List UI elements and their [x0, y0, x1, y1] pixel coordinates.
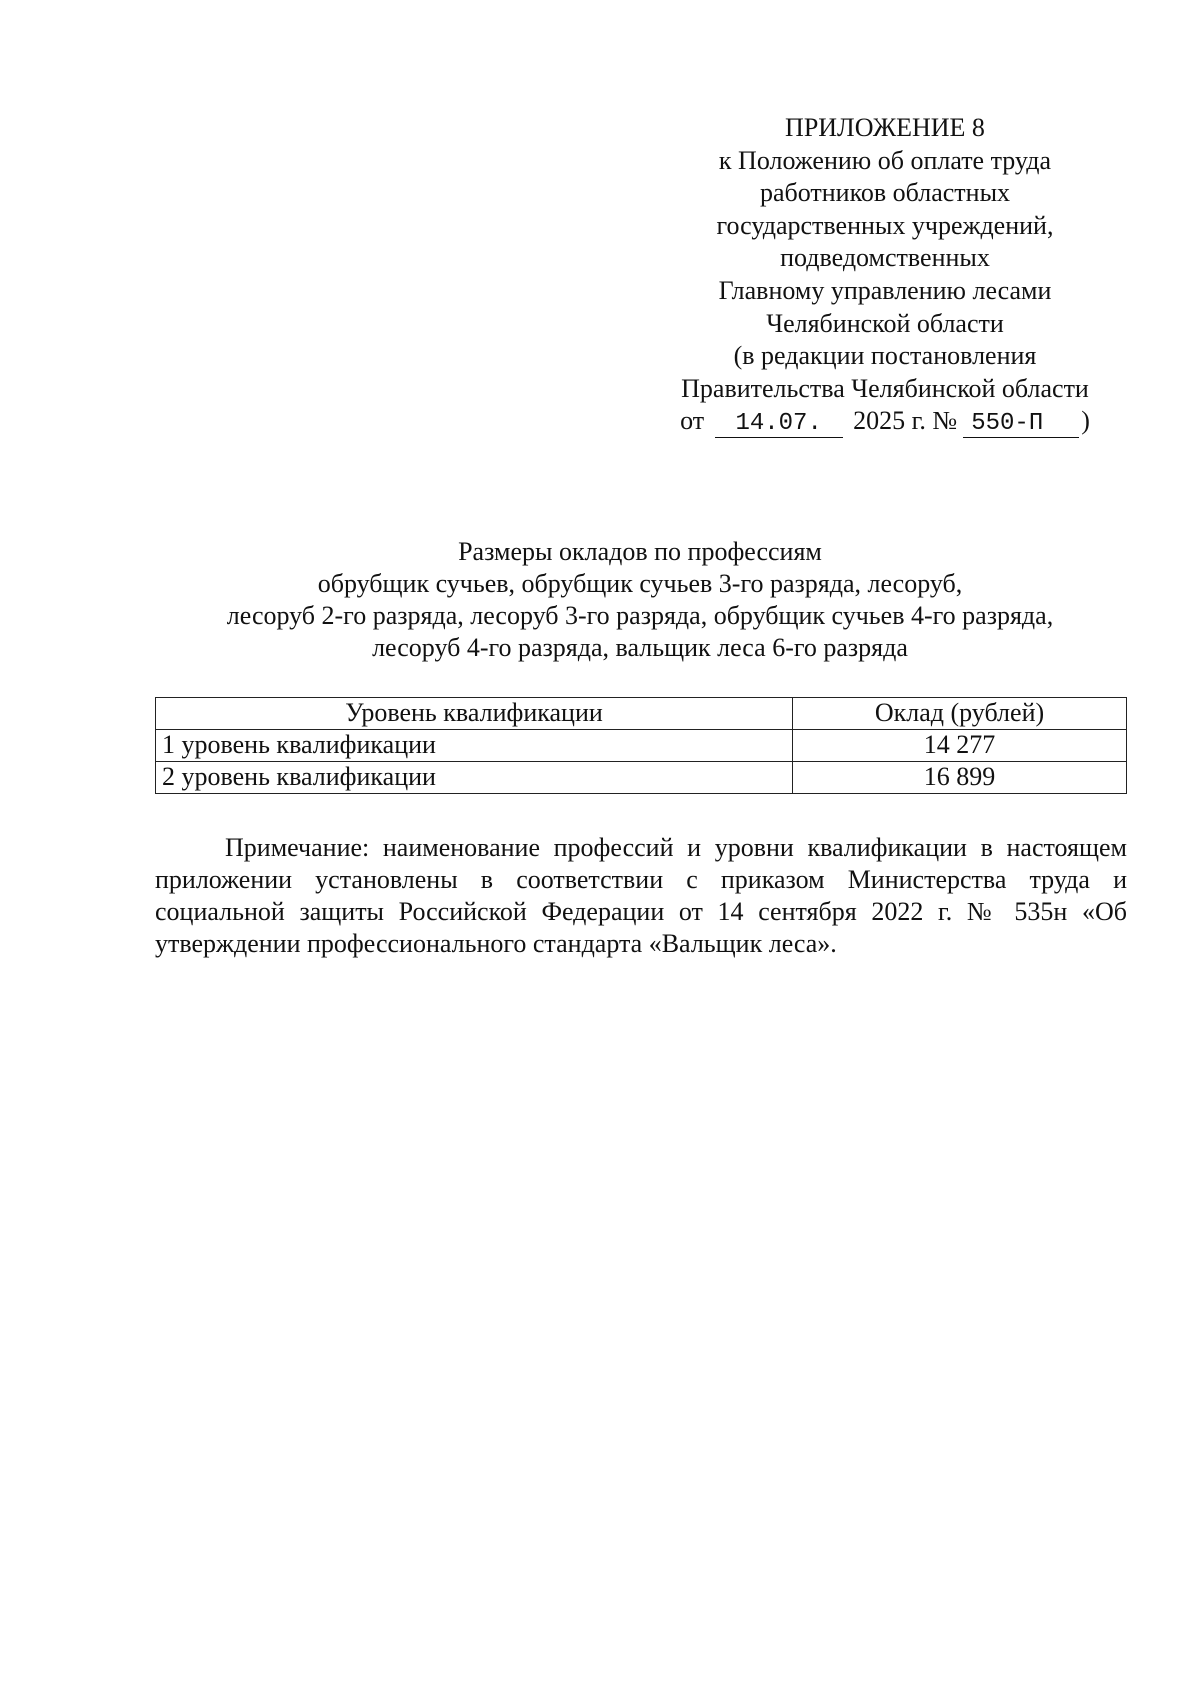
- appendix-line: работников областных: [759, 178, 1011, 208]
- title-line: Размеры окладов по профессиям: [458, 537, 822, 566]
- appendix-line: государственных учреждений,: [716, 210, 1054, 240]
- qualification-level-cell: 2 уровень квалификации: [156, 762, 793, 794]
- header-qualification-level: Уровень квалификации: [156, 698, 793, 730]
- salary-cell: 14 277: [793, 730, 1127, 762]
- document-title: [150, 536, 1130, 664]
- appendix-line: Правительства Челябинской области: [681, 373, 1089, 403]
- salary-cell: 16 899: [793, 762, 1127, 794]
- note-paragraph: Примечание: наименование профессий и уровни квалификации в настоящем приложении установлены в соответствии с приказом Министерства труда и социальной защиты Российской Федерации от 14 сентября 2022 г. № 535н «Об утверждении профессионального стандарта «Вальщик леса».: [155, 833, 1127, 958]
- year-text: 2025 г. №: [853, 406, 958, 436]
- table-header-row: [156, 698, 1127, 730]
- resolution-date-line: [650, 405, 1120, 438]
- appendix-line: подведомственных: [780, 243, 990, 273]
- date-prefix: от: [680, 406, 705, 436]
- title-line: обрубщик сучьев, обрубщик сучьев 3-го разряда, лесоруб,: [317, 569, 963, 598]
- resolution-number: 550-П: [963, 411, 1079, 438]
- appendix-line: к Положению об оплате труда: [718, 145, 1052, 175]
- appendix-line: Главному управлению лесами: [718, 275, 1052, 305]
- salary-table: [155, 697, 1127, 794]
- appendix-line: (в редакции постановления: [733, 341, 1037, 371]
- title-line: лесоруб 2-го разряда, лесоруб 3-го разряда, обрубщик сучьев 4-го разряда,: [226, 601, 1054, 630]
- date-value: 14.07.: [715, 411, 843, 438]
- title-line: лесоруб 4-го разряда, вальщик леса 6-го разряда: [372, 633, 908, 662]
- appendix-line: ПРИЛОЖЕНИЕ 8: [785, 113, 985, 142]
- header-salary: Оклад (рублей): [793, 698, 1127, 730]
- qualification-level-cell: 1 уровень квалификации: [156, 730, 793, 762]
- closing-paren: ): [1081, 406, 1090, 436]
- appendix-line: Челябинской области: [766, 308, 1004, 338]
- table-row: [156, 730, 1127, 762]
- appendix-header: [650, 112, 1120, 438]
- table-row: [156, 762, 1127, 794]
